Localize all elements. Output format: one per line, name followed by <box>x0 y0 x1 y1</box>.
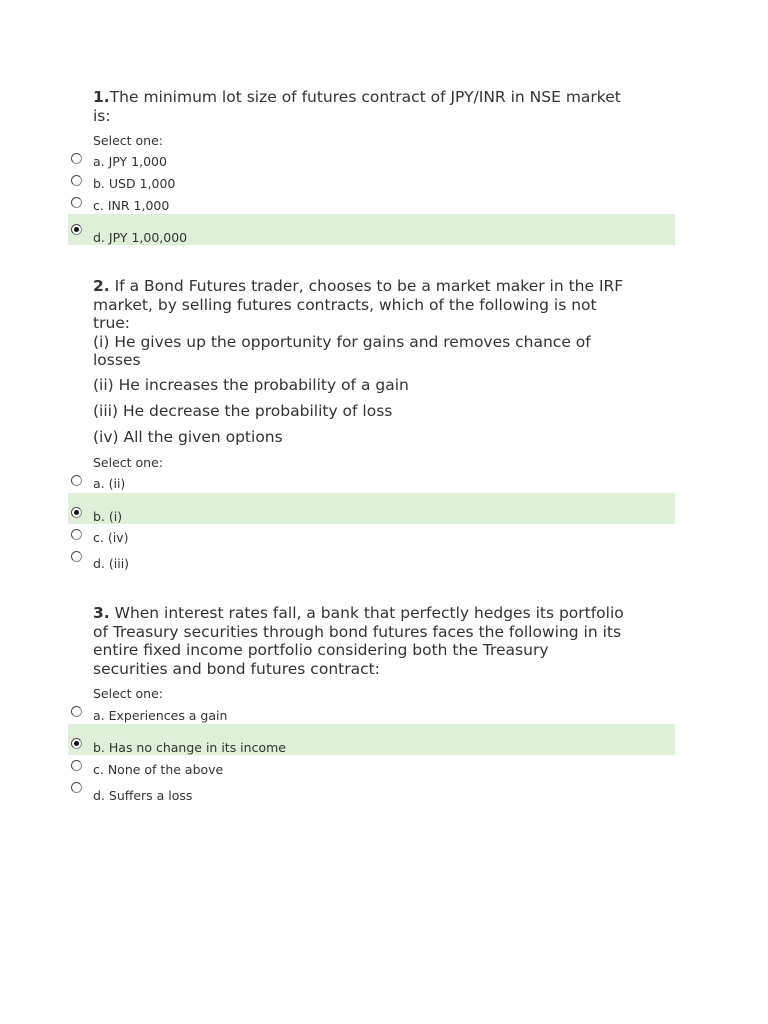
radio-button[interactable] <box>71 782 82 793</box>
question-line: When interest rates fall, a bank that perfectly hedges its portfolio <box>109 604 624 622</box>
question-text <box>93 88 678 125</box>
answer-option-label: d. (iii) <box>93 556 130 571</box>
question-line: (i) He gives up the opportunity for gains and removes chance of <box>93 332 591 351</box>
question-line: entire fixed income portfolio considering both the Treasury <box>93 641 549 659</box>
question-line: true: <box>93 314 131 332</box>
question-number: 1. <box>93 88 110 106</box>
answer-option[interactable] <box>68 782 675 804</box>
answer-option-label: c. INR 1,000 <box>93 198 170 213</box>
question-line: is: <box>93 106 111 125</box>
answer-option-label: b. Has no change in its income <box>93 740 286 755</box>
answer-option-label: b. (i) <box>93 509 123 524</box>
answer-option[interactable] <box>68 760 675 782</box>
question-line: The minimum lot size of futures contract of JPY/INR in NSE market <box>109 88 621 106</box>
select-one-label: Select one: <box>93 686 164 701</box>
answer-option-selected[interactable] <box>68 724 675 755</box>
answer-option[interactable] <box>68 153 675 175</box>
question-line: losses <box>93 351 141 369</box>
answer-option-selected[interactable] <box>68 493 675 524</box>
question-text <box>93 277 678 370</box>
radio-button-checked[interactable] <box>71 224 82 235</box>
radio-button[interactable] <box>71 706 82 717</box>
question-line: of Treasury securities through bond futures faces the following in its <box>93 622 622 641</box>
radio-button-checked[interactable] <box>71 738 82 749</box>
question-line: securities and bond futures contract: <box>93 659 380 678</box>
question-line: market, by selling futures contracts, which of the following is not <box>93 295 597 314</box>
answer-option[interactable] <box>68 551 675 573</box>
answer-option-label: c. None of the above <box>93 762 224 777</box>
answer-option-label: a. JPY 1,000 <box>93 154 167 169</box>
question-statement: (iii) He decrease the probability of loss <box>93 402 393 420</box>
question-number: 2. <box>93 277 110 295</box>
answer-option[interactable] <box>68 529 675 551</box>
answer-option-label: a. (ii) <box>93 476 126 491</box>
answer-option-label: b. USD 1,000 <box>93 176 176 191</box>
radio-button[interactable] <box>71 529 82 540</box>
question-text <box>93 604 678 678</box>
answer-option-label: d. JPY 1,00,000 <box>93 230 188 245</box>
select-one-label: Select one: <box>93 455 164 470</box>
radio-button[interactable] <box>71 197 82 208</box>
answer-option-selected[interactable] <box>68 214 675 245</box>
select-one-label: Select one: <box>93 133 164 148</box>
answer-option-label: d. Suffers a loss <box>93 788 193 803</box>
question-statement: (ii) He increases the probability of a gain <box>93 376 409 394</box>
answer-option-label: c. (iv) <box>93 530 129 545</box>
question-line: If a Bond Futures trader, chooses to be a market maker in the IRF <box>109 277 624 295</box>
radio-button[interactable] <box>71 153 82 164</box>
radio-button-checked[interactable] <box>71 507 82 518</box>
radio-button[interactable] <box>71 475 82 486</box>
answer-option[interactable] <box>68 175 675 197</box>
radio-button[interactable] <box>71 551 82 562</box>
radio-button[interactable] <box>71 760 82 771</box>
question-number: 3. <box>93 604 110 622</box>
answer-option-label: a. Experiences a gain <box>93 708 228 723</box>
question-statement: (iv) All the given options <box>93 428 283 446</box>
radio-button[interactable] <box>71 175 82 186</box>
